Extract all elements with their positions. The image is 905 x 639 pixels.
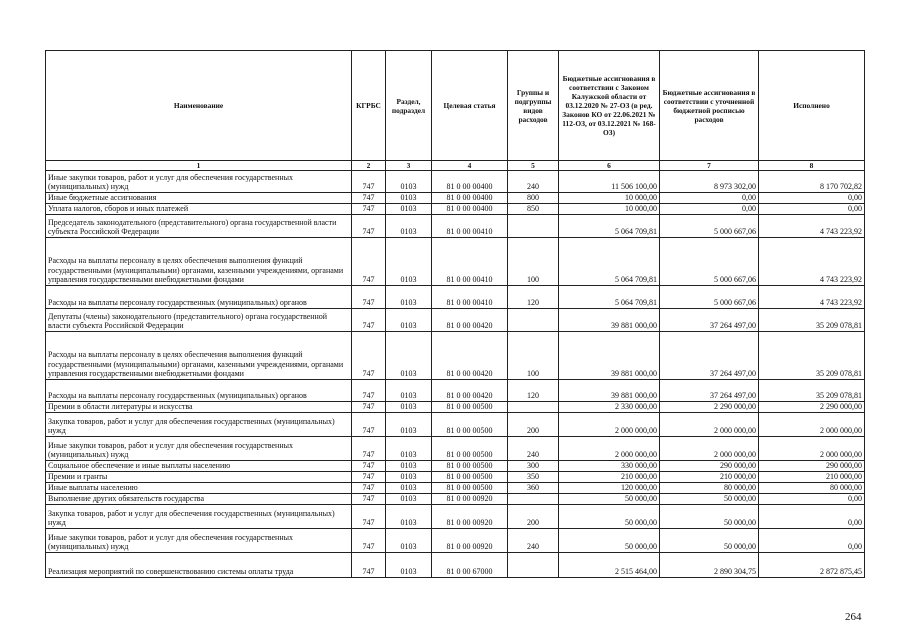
cell-section: 0103 [386,461,432,472]
cell-kgrbs: 747 [352,413,386,437]
cell-refined-amount: 37 264 497,00 [660,380,759,402]
cell-name: Иные закупки товаров, работ и услуг для обеспечения государственных (муниципальных) нужд [46,437,352,461]
cell-law-amount: 39 881 000,00 [559,309,660,332]
cell-target: 81 0 00 00920 [432,529,508,553]
budget-table [45,50,865,578]
table-row [46,238,865,286]
cell-kgrbs: 747 [352,553,386,578]
cell-law-amount: 2 330 000,00 [559,402,660,413]
cell-kgrbs: 747 [352,529,386,553]
cell-refined-amount: 50 000,00 [660,505,759,529]
table-row [46,309,865,332]
cell-executed-amount: 80 000,00 [759,483,865,494]
cell-target: 81 0 00 00410 [432,215,508,238]
cell-law-amount: 50 000,00 [559,505,660,529]
cell-target: 81 0 00 00500 [432,402,508,413]
cell-law-amount: 39 881 000,00 [559,332,660,380]
header-law: Бюджетные ассигнования в соответствии с Законом Калужской области от 03.12.2020 № 27-ОЗ (в ред. Законов КО от 22.06.2021 № 112-ОЗ, от 03.12.2021 № 168-ОЗ) [559,51,660,161]
table-row [46,204,865,215]
table-row [46,461,865,472]
cell-executed-amount: 0,00 [759,529,865,553]
cell-name: Иные закупки товаров, работ и услуг для обеспечения государственных (муниципальных) нужд [46,529,352,553]
cell-kgrbs: 747 [352,171,386,193]
table-row [46,472,865,483]
cell-refined-amount: 5 000 667,06 [660,238,759,286]
cell-refined-amount: 0,00 [660,204,759,215]
cell-target: 81 0 00 00400 [432,171,508,193]
cell-target: 81 0 00 00410 [432,286,508,309]
cell-section: 0103 [386,413,432,437]
header-refined: Бюджетные ассигнования в соответствии с уточненной бюджетной росписью расходов [660,51,759,161]
cell-executed-amount: 2 872 875,45 [759,553,865,578]
cell-section: 0103 [386,402,432,413]
cell-refined-amount: 5 000 667,06 [660,215,759,238]
table-row [46,553,865,578]
cell-target: 81 0 00 00500 [432,472,508,483]
cell-executed-amount: 290 000,00 [759,461,865,472]
cell-kgrbs: 747 [352,380,386,402]
cell-group: 800 [508,193,559,204]
cell-kgrbs: 747 [352,437,386,461]
cell-kgrbs: 747 [352,332,386,380]
cell-section: 0103 [386,193,432,204]
cell-section: 0103 [386,204,432,215]
cell-name: Премии в области литературы и искусства [46,402,352,413]
table-row [46,286,865,309]
cell-name: Расходы на выплаты персоналу государственных (муниципальных) органов [46,380,352,402]
cell-group [508,309,559,332]
cell-executed-amount: 0,00 [759,204,865,215]
cell-name: Председатель законодательного (представительного) органа государственной власти субъекта Российской Федерации [46,215,352,238]
cell-kgrbs: 747 [352,204,386,215]
cell-group: 360 [508,483,559,494]
cell-target: 81 0 00 00420 [432,332,508,380]
page-number: 264 [845,611,862,623]
cell-refined-amount: 8 973 302,00 [660,171,759,193]
cell-name: Социальное обеспечение и иные выплаты населению [46,461,352,472]
cell-law-amount: 2 000 000,00 [559,437,660,461]
cell-law-amount: 2 515 464,00 [559,553,660,578]
document-sheet [45,50,865,578]
header-section: Раздел, подраздел [386,51,432,161]
cell-name: Выполнение других обязательств государства [46,494,352,505]
cell-executed-amount: 35 209 078,81 [759,380,865,402]
cell-name: Расходы на выплаты персоналу в целях обеспечения выполнения функций государственными (муниципальными) органами, казенными учреждениями, органами управления государственными внебюджетными фондами [46,238,352,286]
cell-section: 0103 [386,238,432,286]
cell-section: 0103 [386,171,432,193]
header-kgrbs: КГРБС [352,51,386,161]
table-body [46,171,865,578]
cell-kgrbs: 747 [352,309,386,332]
cell-section: 0103 [386,437,432,461]
cell-target: 81 0 00 00400 [432,204,508,215]
cell-law-amount: 2 000 000,00 [559,413,660,437]
cell-group [508,494,559,505]
cell-refined-amount: 290 000,00 [660,461,759,472]
cell-refined-amount: 5 000 667,06 [660,286,759,309]
cell-refined-amount: 50 000,00 [660,529,759,553]
cell-executed-amount: 8 170 702,82 [759,171,865,193]
cell-section: 0103 [386,332,432,380]
header-name: Наименование [46,51,352,161]
column-number: 3 [386,161,432,171]
cell-target: 81 0 00 67000 [432,553,508,578]
cell-name: Реализация мероприятий по совершенствованию системы оплаты труда [46,553,352,578]
cell-group: 240 [508,437,559,461]
cell-kgrbs: 747 [352,494,386,505]
cell-section: 0103 [386,472,432,483]
cell-target: 81 0 00 00410 [432,238,508,286]
cell-refined-amount: 2 000 000,00 [660,413,759,437]
cell-name: Депутаты (члены) законодательного (представительного) органа государственной власти субъекта Российской Федерации [46,309,352,332]
cell-refined-amount: 210 000,00 [660,472,759,483]
cell-target: 81 0 00 00500 [432,483,508,494]
cell-refined-amount: 2 000 000,00 [660,437,759,461]
column-number: 4 [432,161,508,171]
cell-kgrbs: 747 [352,472,386,483]
cell-refined-amount: 80 000,00 [660,483,759,494]
cell-name: Уплата налогов, сборов и иных платежей [46,204,352,215]
table-row [46,437,865,461]
cell-name: Иные закупки товаров, работ и услуг для обеспечения государственных (муниципальных) нужд [46,171,352,193]
cell-group: 240 [508,529,559,553]
cell-section: 0103 [386,483,432,494]
cell-name: Расходы на выплаты персоналу в целях обеспечения выполнения функций государственными (муниципальными) органами, казенными учреждениями, органами управления государственными внебюджетными фондами [46,332,352,380]
cell-target: 81 0 00 00920 [432,505,508,529]
column-number: 5 [508,161,559,171]
cell-target: 81 0 00 00500 [432,413,508,437]
table-row [46,380,865,402]
table-row [46,413,865,437]
cell-law-amount: 50 000,00 [559,529,660,553]
cell-law-amount: 10 000,00 [559,193,660,204]
table-row [46,193,865,204]
cell-law-amount: 330 000,00 [559,461,660,472]
cell-section: 0103 [386,380,432,402]
cell-executed-amount: 35 209 078,81 [759,309,865,332]
column-number: 6 [559,161,660,171]
cell-name: Закупка товаров, работ и услуг для обеспечения государственных (муниципальных) нужд [46,505,352,529]
cell-section: 0103 [386,286,432,309]
cell-group: 200 [508,413,559,437]
cell-executed-amount: 210 000,00 [759,472,865,483]
cell-target: 81 0 00 00500 [432,437,508,461]
cell-group: 240 [508,171,559,193]
header-executed: Исполнено [759,51,865,161]
cell-group [508,215,559,238]
table-row [46,332,865,380]
cell-group [508,402,559,413]
cell-executed-amount: 2 290 000,00 [759,402,865,413]
cell-group: 120 [508,380,559,402]
cell-executed-amount: 0,00 [759,494,865,505]
cell-group: 350 [508,472,559,483]
cell-kgrbs: 747 [352,215,386,238]
cell-group: 120 [508,286,559,309]
cell-law-amount: 11 506 100,00 [559,171,660,193]
cell-executed-amount: 35 209 078,81 [759,332,865,380]
cell-name: Расходы на выплаты персоналу государственных (муниципальных) органов [46,286,352,309]
cell-law-amount: 210 000,00 [559,472,660,483]
cell-executed-amount: 4 743 223,92 [759,215,865,238]
cell-name: Закупка товаров, работ и услуг для обеспечения государственных (муниципальных) нужд [46,413,352,437]
cell-group: 100 [508,238,559,286]
cell-section: 0103 [386,215,432,238]
cell-name: Иные выплаты населению [46,483,352,494]
cell-kgrbs: 747 [352,505,386,529]
cell-refined-amount: 37 264 497,00 [660,309,759,332]
cell-executed-amount: 0,00 [759,193,865,204]
cell-section: 0103 [386,505,432,529]
table-row [46,402,865,413]
cell-target: 81 0 00 00420 [432,309,508,332]
cell-kgrbs: 747 [352,193,386,204]
header-groups: Группы и подгруппы видов расходов [508,51,559,161]
cell-executed-amount: 4 743 223,92 [759,286,865,309]
cell-refined-amount: 0,00 [660,193,759,204]
cell-kgrbs: 747 [352,483,386,494]
cell-refined-amount: 50 000,00 [660,494,759,505]
cell-group: 100 [508,332,559,380]
cell-kgrbs: 747 [352,238,386,286]
table-row [46,171,865,193]
cell-group: 300 [508,461,559,472]
cell-target: 81 0 00 00400 [432,193,508,204]
cell-target: 81 0 00 00420 [432,380,508,402]
cell-section: 0103 [386,529,432,553]
cell-target: 81 0 00 00920 [432,494,508,505]
column-number: 7 [660,161,759,171]
column-number: 2 [352,161,386,171]
cell-name: Премии и гранты [46,472,352,483]
column-number: 8 [759,161,865,171]
cell-kgrbs: 747 [352,461,386,472]
cell-law-amount: 50 000,00 [559,494,660,505]
cell-law-amount: 5 064 709,81 [559,238,660,286]
cell-executed-amount: 2 000 000,00 [759,437,865,461]
table-row [46,529,865,553]
cell-executed-amount: 0,00 [759,505,865,529]
header-target: Целевая статья [432,51,508,161]
cell-group: 850 [508,204,559,215]
cell-refined-amount: 37 264 497,00 [660,332,759,380]
cell-law-amount: 5 064 709,81 [559,215,660,238]
table-row [46,505,865,529]
cell-section: 0103 [386,309,432,332]
table-row [46,483,865,494]
cell-executed-amount: 4 743 223,92 [759,238,865,286]
cell-name: Иные бюджетные ассигнования [46,193,352,204]
cell-group: 200 [508,505,559,529]
cell-kgrbs: 747 [352,402,386,413]
column-number: 1 [46,161,352,171]
cell-section: 0103 [386,553,432,578]
cell-executed-amount: 2 000 000,00 [759,413,865,437]
cell-target: 81 0 00 00500 [432,461,508,472]
cell-kgrbs: 747 [352,286,386,309]
cell-law-amount: 120 000,00 [559,483,660,494]
cell-group [508,553,559,578]
table-row [46,215,865,238]
cell-refined-amount: 2 290 000,00 [660,402,759,413]
column-number-row [46,161,865,171]
cell-refined-amount: 2 890 304,75 [660,553,759,578]
cell-law-amount: 39 881 000,00 [559,380,660,402]
table-header-row [46,51,865,161]
cell-law-amount: 10 000,00 [559,204,660,215]
cell-section: 0103 [386,494,432,505]
table-row [46,494,865,505]
cell-law-amount: 5 064 709,81 [559,286,660,309]
